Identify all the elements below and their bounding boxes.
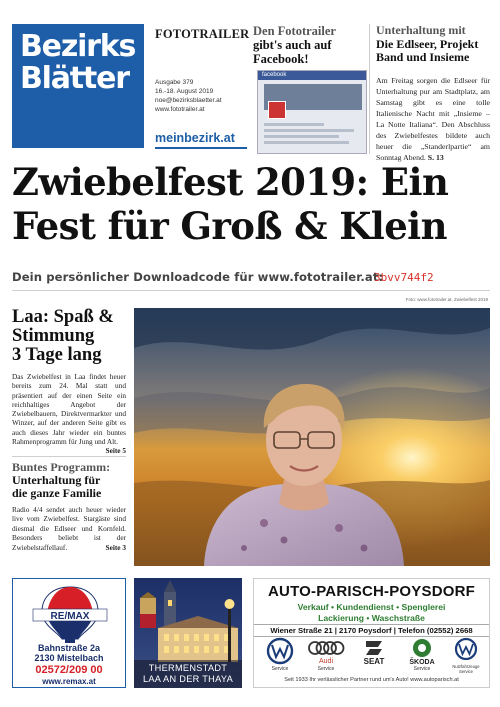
audi-rings-icon: [306, 637, 346, 665]
laa-caption: [134, 660, 242, 688]
vw-nutzfahrzeuge-brand: [446, 637, 486, 675]
facebook-text-line: [264, 141, 349, 144]
article-page-ref[interactable]: Seite 5: [105, 446, 126, 456]
vw-service-tag: Service: [271, 666, 289, 672]
facebook-teaser-line-1: Den Fototrailer: [253, 24, 336, 38]
article-body-text: Das Zwiebelfest in Laa findet heuer bereits zum 24. Mal statt und präsentiert auf der einen Seite ein reichhaltiges Angebot der Zwiebelbauern, Direktvermarkter und Winzer, auf der anderen Seite gibt es auch dieses Jahr wieder ein buntes Rahmenprogramm für Jung und Alt.: [12, 372, 126, 447]
article-title-line-1: Laa: Spaß &: [12, 307, 114, 327]
download-code-line: [12, 270, 490, 290]
bezirksblaetter-logo[interactable]: [12, 24, 144, 148]
edlseer-body: [376, 75, 490, 163]
laa-caption-line-1: THERMENSTADT: [148, 663, 228, 673]
audi-wordmark: Audi: [318, 658, 334, 665]
remax-address-1: Bahnstraße 2a: [37, 643, 101, 653]
remax-brand-text: RE/MAX: [50, 611, 90, 622]
seat-wordmark: SEAT: [363, 657, 385, 665]
issue-dates: 16.-18. August 2019: [155, 88, 214, 95]
issue-info: [155, 78, 222, 114]
main-headline: [12, 160, 492, 248]
skoda-service-tag: Service: [413, 666, 431, 672]
meinbezirk-link[interactable]: meinbezirk.at: [155, 131, 247, 149]
laa-caption-line-2: LAA AN DER THAYA: [142, 674, 234, 684]
seat-brand: [352, 637, 396, 675]
facebook-teaser[interactable]: [253, 24, 367, 66]
secondary-title-line-1: Unterhaltung für: [12, 472, 101, 487]
edlseer-title-2: Band und Insieme: [376, 50, 470, 64]
vw-commercial-logo-icon: [446, 637, 486, 665]
logo-line-2: Blätter: [20, 61, 129, 96]
seat-logo-icon: [352, 637, 396, 665]
auto-brand-row: [260, 637, 486, 675]
edlseer-kicker: Unterhaltung mit: [376, 23, 466, 37]
secondary-title-line-2: die ganze Familie: [12, 486, 102, 501]
download-code-label: Dein persönlicher Downloadcode für www.fototrailer.at:: [12, 270, 384, 284]
facebook-page-screenshot: [257, 70, 367, 154]
remax-address-2: 2130 Mistelbach: [34, 653, 104, 663]
auto-services-1: Verkauf • Kundendienst • Spenglerei: [297, 602, 446, 612]
headline-line-1: Zwiebelfest 2019: Ein: [12, 160, 449, 204]
audi-brand: [306, 637, 346, 675]
edlseer-body-text: Am Freitag sorgen die Edlseer für Unterhaltung pur am Stadtplatz, am Samstag gibt es eine tolle Italienische Nacht mit „Insieme – La Notte Italiana“. Den Abschluss des Zwiebelfestes bildete auch heuer die „Standerlpartie“ am Sonntag Abend.: [376, 75, 490, 162]
edlseer-title-1: Die Edlseer, Projekt: [376, 36, 479, 51]
facebook-teaser-line-3: Facebook!: [253, 52, 309, 66]
auto-title: AUTO-PARISCH-POYSDORF: [268, 583, 475, 600]
logo-line-1: Bezirks: [20, 29, 136, 64]
secondary-body-text: Radio 4/4 sendet auch heuer wieder live vom Zwiebelfest. Stargäste sind diesmal die Edlseer und Kornfeld. Besonders beliebt ist der Zwiebelstaffellauf.: [12, 504, 126, 553]
contact-email[interactable]: noe@bezirksblaetter.at: [155, 97, 222, 104]
edlseer-teaser[interactable]: [376, 24, 490, 163]
remax-balloon-logo: [13, 579, 127, 645]
sunset-portrait-illustration: [134, 308, 490, 566]
ad-auto-parisch[interactable]: [253, 578, 490, 688]
facebook-teaser-line-2: gibt's auch auf: [253, 38, 332, 52]
edlseer-page-ref[interactable]: S. 13: [427, 152, 444, 162]
download-rule: [12, 290, 490, 291]
article-title[interactable]: [12, 308, 126, 365]
section-label: FOTOTRAILER: [155, 27, 250, 41]
main-photo: [134, 308, 490, 566]
skoda-brand: [402, 637, 442, 675]
vw-brand: [260, 637, 300, 675]
vw-nutzfahrzeuge-tag: Nutzfahrzeuge Service: [452, 664, 480, 674]
download-code[interactable]: 3bvv744f2: [374, 271, 434, 284]
secondary-title[interactable]: [12, 474, 126, 501]
ad-remax[interactable]: [12, 578, 126, 688]
remax-phone[interactable]: 02572/209 00: [35, 664, 103, 676]
contact-web[interactable]: www.fototrailer.at: [155, 106, 205, 113]
photo-credit: Foto: www.fototrailer.at, Zwiebelfest 2019: [405, 297, 488, 302]
facebook-text-line: [264, 123, 324, 126]
auto-address: Wiener Straße 21 | 2170 Poysdorf | Telefon (02552) 2668: [254, 624, 489, 637]
left-article-column: [12, 308, 126, 553]
facebook-text-line: [264, 129, 354, 132]
article-title-line-3: 3 Tage lang: [12, 345, 102, 365]
secondary-kicker: Buntes Programm:: [12, 459, 111, 474]
article-separator: [12, 456, 126, 457]
facebook-bar: facebook: [258, 71, 366, 80]
auto-services-2: Lackierung • Waschstraße: [318, 613, 425, 623]
facebook-profile-picture: [268, 101, 286, 119]
secondary-page-ref[interactable]: Seite 3: [105, 543, 126, 553]
ad-thermenstadt-laa[interactable]: [134, 578, 242, 688]
headline-line-2: Fest für Groß & Klein: [12, 204, 447, 248]
vw-logo-icon: [260, 637, 300, 665]
secondary-body: [12, 505, 126, 553]
audi-service-tag: Service: [317, 666, 335, 672]
auto-footer: Seit 1933 Ihr verlässlicher Partner rund um's Auto! www.autoparisch.at: [284, 677, 459, 683]
issue-number: Ausgabe 379: [155, 79, 194, 86]
article-title-line-2: Stimmung: [12, 326, 95, 346]
header-divider: [369, 24, 370, 154]
skoda-logo-icon: [402, 637, 442, 665]
article-body: [12, 372, 126, 456]
remax-web[interactable]: www.remax.at: [42, 677, 96, 686]
facebook-text-line: [264, 135, 339, 138]
skoda-wordmark: ŠKODA: [409, 659, 435, 665]
